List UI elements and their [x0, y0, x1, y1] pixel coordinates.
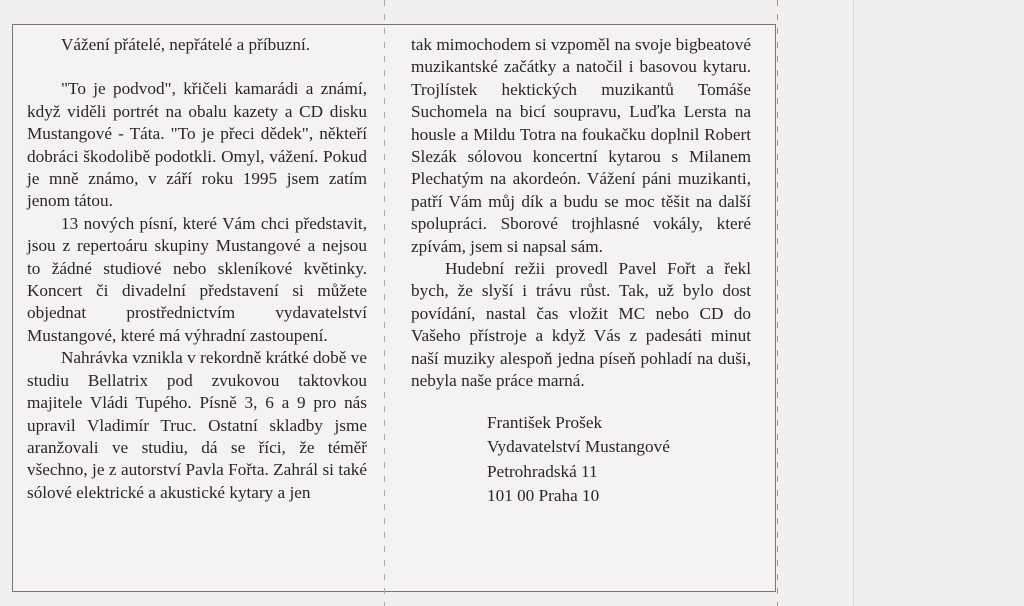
paragraph-1: "To je podvod", křičeli kamarádi a známí, když viděli portrét na obalu kazety a CD disku Mustangové - Táta. "To je přeci dědek", někteří dobráci škodolibě podotkli. Omyl, vážení. Pokud je mně známo, v září roku 1995 jsem zatím jenom tátou.	[27, 79, 367, 211]
blank-flap	[855, 0, 1024, 606]
signature-publisher: Vydavatelství Mustangové	[487, 437, 670, 456]
signature-name: František Prošek	[487, 412, 603, 432]
signature-street: Petrohradská 11	[487, 461, 598, 481]
fold-line-right	[777, 0, 778, 606]
paragraph-4: tak mimochodem si vzpoměl na svoje bigbeatové muzikantské začátky a natočil i basovou kytaru. Trojlístek hektických muzikantů Tomáše Suchomela na bicí soupravu, Luďka Lersta na housle a Mildu Totra na foukačku doplnil Robert Slezák sólovou koncertní kytarou s Milanem Plechatým na akordeón. Vážení páni muzikanti, patří Vám můj dík a budu se moc těšit na další spolupráci. Sborové trojhlasné vokály, které zpívám, jsem si napsal sám.	[411, 35, 751, 256]
salutation: Vážení přátelé, nepřátelé a příbuzní.	[61, 35, 311, 54]
paragraph-2: 13 nových písní, které Vám chci představit, jsou z repertoáru skupiny Mustangové a nejsou to žádné studiové nebo skleníkové květinky. Koncert či divadelní představení si můžete objednat prostřednictvím vydavatelství Mustangové, které má výhradní zastoupení.	[27, 213, 367, 345]
flap-edge	[853, 0, 854, 606]
right-text-column	[411, 34, 751, 509]
fold-line-middle	[384, 0, 385, 606]
signature-city: 101 00 Praha 10	[487, 486, 600, 505]
left-text-column	[27, 34, 367, 504]
signature-block	[487, 411, 751, 509]
paragraph-5: Hudební režii provedl Pavel Fořt a řekl bych, že slyší i trávu růst. Tak, už bylo dost povídání, nastal čas vložit MC nebo CD do Vašeho přístroje a když Vás z padesáti minut naší muziky alespoň jedna píseň pohladí na duši, nebyla naše práce marná.	[411, 259, 751, 391]
paragraph-3: Nahrávka vznikla v rekordně krátké době ve studiu Bellatrix pod zvukovou taktovkou majitele Vládi Tupého. Písně 3, 6 a 9 pro nás upravil Vladimír Truc. Ostatní skladby jsme aranžovali ve studiu, dá se říci, že téměř všechno, je z autorství Pavla Fořta. Zahrál si také sólové elektrické a akustické kytary a jen	[27, 348, 367, 502]
